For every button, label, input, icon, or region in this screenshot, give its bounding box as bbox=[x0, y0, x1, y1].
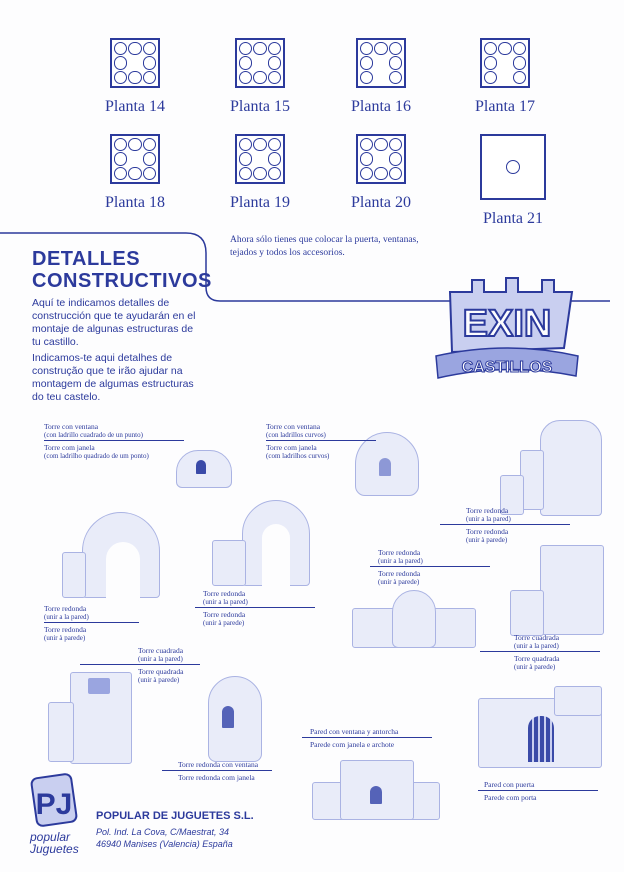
empty-cell bbox=[484, 138, 503, 157]
address-line-1: Pol. Ind. La Cova, C/Maestrat, 34 bbox=[96, 827, 230, 837]
stud-icon bbox=[114, 152, 127, 165]
stud-icon bbox=[360, 152, 373, 165]
stud-icon bbox=[143, 167, 156, 180]
stud-icon bbox=[389, 152, 402, 165]
caption-1: Torre con ventana (con ladrillo cuadrado de un punto) bbox=[44, 422, 143, 439]
caption-9-pt: Torre redonda com janela bbox=[178, 773, 255, 782]
stud-icon bbox=[389, 138, 402, 151]
stud-icon bbox=[239, 167, 252, 180]
stud-icon bbox=[114, 167, 127, 180]
piece-square-tower-wall-2 bbox=[48, 672, 133, 767]
planta-19 bbox=[230, 134, 290, 211]
intro-pt: Indicamos-te aqui detalhes de construção que te irão ajudar na montagem de algumas estructuras do teu castelo. bbox=[32, 352, 194, 403]
stud-icon bbox=[484, 71, 497, 84]
empty-cell bbox=[128, 56, 141, 69]
assembly-note: Ahora sólo tienes que colocar la puerta, ventanas, tejados y todos los accesorios. bbox=[230, 235, 419, 258]
planta-diagram bbox=[356, 134, 406, 184]
caption-4: Torre redonda (unir a la pared) bbox=[44, 604, 89, 621]
stud-icon bbox=[268, 71, 281, 84]
caption-3: Torre redonda (unir a la pared) bbox=[466, 506, 511, 523]
empty-cell bbox=[498, 56, 511, 69]
piece-round-tower-window bbox=[208, 676, 264, 764]
empty-cell bbox=[498, 71, 511, 84]
empty-cell bbox=[374, 71, 387, 84]
stud-icon bbox=[253, 138, 266, 151]
planta-label: Planta 18 bbox=[105, 194, 165, 211]
stud-icon bbox=[114, 138, 127, 151]
logo-text-bottom: Juguetes bbox=[30, 842, 79, 856]
piece-wall-window-torch bbox=[312, 760, 442, 822]
popular-juguetes-logo bbox=[30, 770, 90, 865]
stud-icon bbox=[360, 56, 373, 69]
stud-icon bbox=[253, 42, 266, 55]
title-line-2: CONSTRUCTIVOS bbox=[32, 270, 212, 292]
planta-label: Planta 16 bbox=[351, 98, 411, 115]
stud-icon bbox=[389, 167, 402, 180]
empty-cell bbox=[374, 56, 387, 69]
stud-icon bbox=[239, 138, 252, 151]
caption-10: Pared con ventana y antorcha bbox=[310, 727, 399, 736]
stud-icon bbox=[360, 71, 373, 84]
empty-cell bbox=[523, 177, 542, 196]
caption-6-pt: Torre redonda (unir à parede) bbox=[378, 569, 421, 586]
planta-diagram bbox=[235, 134, 285, 184]
stud-icon bbox=[143, 42, 156, 55]
stud-icon bbox=[268, 42, 281, 55]
planta-18 bbox=[105, 134, 165, 211]
caption-5-pt: Torre redonda (unir à parede) bbox=[203, 610, 246, 627]
stud-icon bbox=[360, 42, 373, 55]
planta-label: Planta 15 bbox=[230, 98, 290, 115]
piece-tower-window-square bbox=[176, 440, 236, 490]
planta-label: Planta 19 bbox=[230, 194, 290, 211]
stud-icon bbox=[128, 71, 141, 84]
section-title bbox=[32, 248, 212, 292]
stud-icon bbox=[374, 138, 387, 151]
empty-cell bbox=[523, 138, 542, 157]
stud-icon bbox=[268, 167, 281, 180]
stud-icon bbox=[114, 42, 127, 55]
caption-2: Torre con ventana (con ladrillos curvos) bbox=[266, 422, 326, 439]
piece-round-tower-wall-2 bbox=[62, 512, 162, 602]
empty-cell bbox=[128, 152, 141, 165]
caption-6: Torre redonda (unir a la pared) bbox=[378, 548, 423, 565]
caption-5: Torre redonda (unir a la pared) bbox=[203, 589, 248, 606]
planta-label: Planta 20 bbox=[351, 194, 411, 211]
caption-7-pt: Torre quadrada (unir à parede) bbox=[514, 654, 560, 671]
stud-icon bbox=[128, 42, 141, 55]
caption-1-pt: Torre com janela (com ladrilho quadrado de um ponto) bbox=[44, 443, 149, 460]
piece-square-tower-wall-1 bbox=[510, 545, 605, 640]
caption-11-pt: Parede com porta bbox=[484, 793, 537, 802]
planta-diagram bbox=[480, 134, 546, 200]
stud-icon bbox=[128, 138, 141, 151]
stud-icon bbox=[239, 152, 252, 165]
planta-14 bbox=[105, 38, 165, 115]
svg-text:PJ: PJ bbox=[35, 788, 73, 821]
stud-icon bbox=[484, 42, 497, 55]
stud-icon bbox=[239, 56, 252, 69]
caption-2-pt: Torre com janela (com ladrilhos curvos) bbox=[266, 443, 330, 460]
stud-icon bbox=[374, 167, 387, 180]
empty-cell bbox=[504, 138, 523, 157]
stud-icon bbox=[374, 42, 387, 55]
stud-icon bbox=[389, 56, 402, 69]
stud-icon bbox=[143, 71, 156, 84]
logo-brand: EXIN bbox=[462, 303, 552, 345]
caption-8-pt: Torre quadrada (unir à parede) bbox=[138, 667, 184, 684]
stud-icon bbox=[253, 71, 266, 84]
stud-icon bbox=[143, 138, 156, 151]
logo-sub: CASTILLOS bbox=[461, 359, 553, 376]
piece-tower-window-curved bbox=[355, 432, 420, 497]
planta-20 bbox=[351, 134, 411, 211]
caption-3-pt: Torre redonda (unir à parede) bbox=[466, 527, 509, 544]
stud-icon bbox=[143, 152, 156, 165]
stud-icon bbox=[128, 167, 141, 180]
intro-es: Aquí te indicamos detalles de construcción que te ayudarán en el montaje de algunas estructuras de tu castillo. bbox=[32, 297, 196, 348]
caption-9: Torre redonda con ventana bbox=[178, 760, 259, 769]
empty-cell bbox=[253, 152, 266, 165]
empty-cell bbox=[253, 56, 266, 69]
piece-round-tower-wall-1 bbox=[500, 420, 605, 520]
empty-cell bbox=[484, 177, 503, 196]
piece-round-tower-wall-4 bbox=[352, 590, 477, 650]
stud-icon bbox=[498, 42, 511, 55]
exin-logo bbox=[432, 270, 582, 388]
planta-diagram bbox=[356, 38, 406, 88]
stud-icon bbox=[506, 160, 520, 174]
caption-8: Torre cuadrada (unir a la pared) bbox=[138, 646, 184, 663]
planta-15 bbox=[230, 38, 290, 115]
stud-icon bbox=[484, 56, 497, 69]
stud-icon bbox=[268, 138, 281, 151]
stud-icon bbox=[143, 56, 156, 69]
stud-icon bbox=[239, 42, 252, 55]
stud-icon bbox=[513, 56, 526, 69]
caption-11: Pared con puerta bbox=[484, 780, 535, 789]
empty-cell bbox=[374, 152, 387, 165]
stud-icon bbox=[513, 42, 526, 55]
stud-icon bbox=[253, 167, 266, 180]
address-line-2: 46940 Manises (Valencia) España bbox=[96, 839, 233, 849]
empty-cell bbox=[484, 158, 503, 177]
stud-icon bbox=[239, 71, 252, 84]
planta-16 bbox=[351, 38, 411, 115]
stud-icon bbox=[360, 167, 373, 180]
planta-diagram bbox=[235, 38, 285, 88]
pj-mark-icon bbox=[30, 770, 90, 830]
planta-17 bbox=[475, 38, 535, 115]
stud-icon bbox=[360, 138, 373, 151]
stud-icon bbox=[389, 71, 402, 84]
planta-diagram bbox=[480, 38, 530, 88]
caption-10-pt: Parede com janela e archote bbox=[310, 740, 395, 749]
caption-7: Torre cuadrada (unir a la pared) bbox=[514, 633, 560, 650]
planta-diagram bbox=[110, 38, 160, 88]
piece-round-tower-wall-3 bbox=[212, 500, 312, 590]
planta-label: Planta 17 bbox=[475, 98, 535, 115]
caption-4-pt: Torre redonda (unir à parede) bbox=[44, 625, 87, 642]
planta-21 bbox=[480, 134, 546, 227]
stud-icon bbox=[513, 71, 526, 84]
planta-label: Planta 14 bbox=[105, 98, 165, 115]
stud-icon bbox=[114, 71, 127, 84]
piece-wall-door bbox=[478, 686, 604, 771]
stud-icon bbox=[114, 56, 127, 69]
empty-cell bbox=[504, 177, 523, 196]
planta-label: Planta 21 bbox=[483, 210, 543, 227]
company-name: POPULAR DE JUGUETES S.L. bbox=[96, 810, 254, 822]
stud-icon bbox=[268, 56, 281, 69]
logo-text-top: popular bbox=[30, 830, 71, 844]
empty-cell bbox=[523, 158, 542, 177]
stud-icon bbox=[268, 152, 281, 165]
stud-icon bbox=[389, 42, 402, 55]
planta-diagram bbox=[110, 134, 160, 184]
title-line-1: DETALLES bbox=[32, 248, 141, 270]
